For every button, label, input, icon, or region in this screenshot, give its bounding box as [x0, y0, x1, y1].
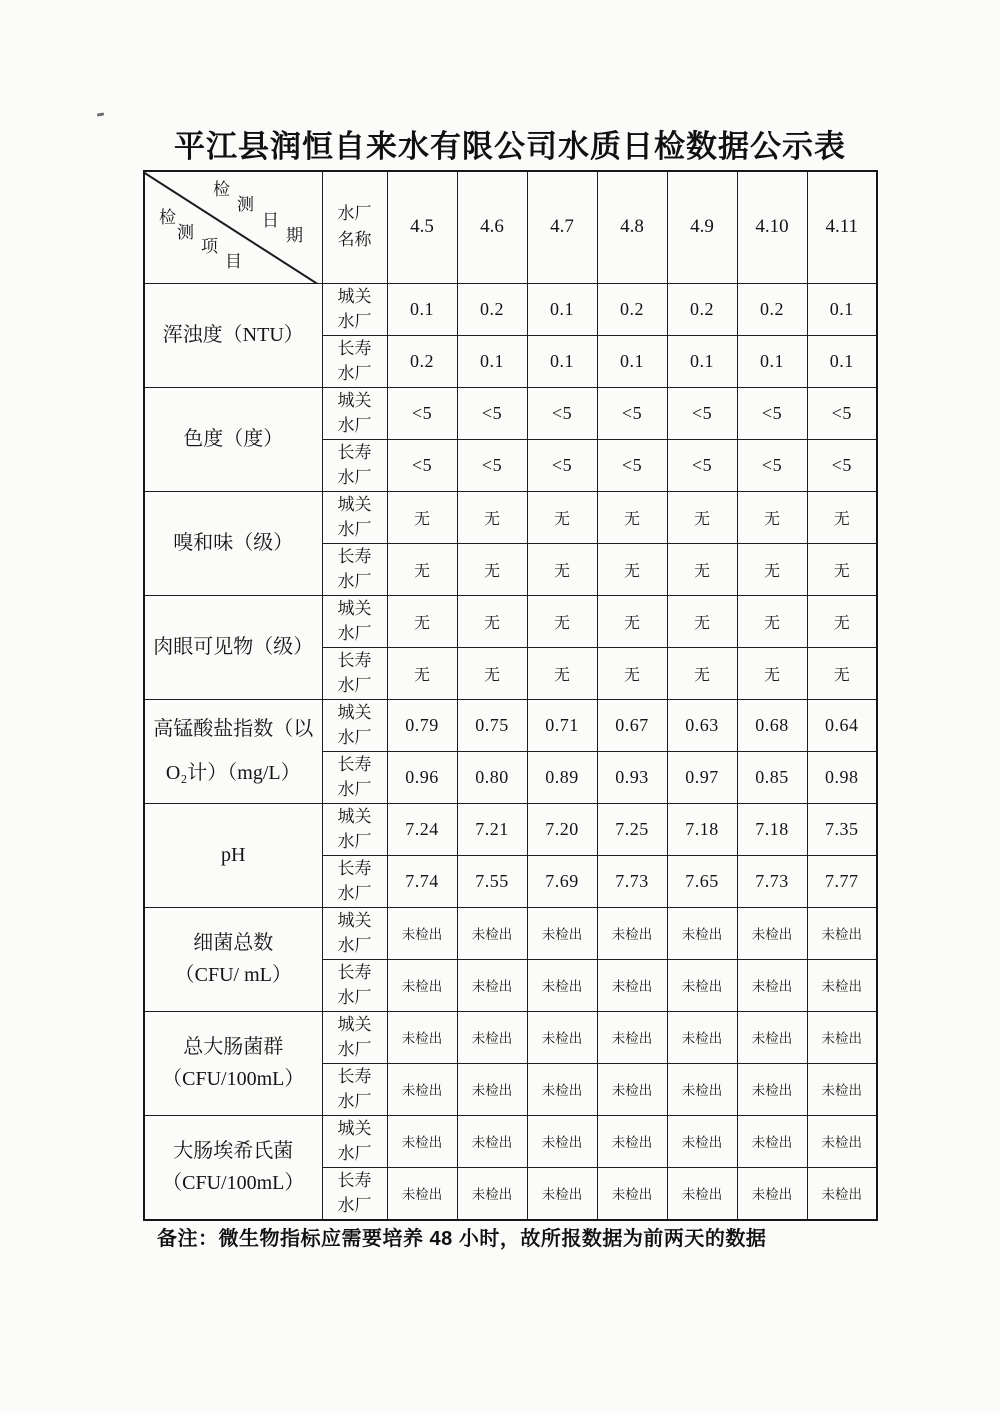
value-cell: <5	[737, 387, 807, 439]
value-cell: 无	[527, 595, 597, 647]
value-cell: 未检出	[527, 1063, 597, 1115]
value-cell: 未检出	[737, 1115, 807, 1167]
corner-axis-char: 期	[286, 226, 303, 245]
value-cell: 7.18	[737, 803, 807, 855]
value-cell: 7.18	[667, 803, 737, 855]
value-cell: 未检出	[387, 1115, 457, 1167]
value-cell: 0.89	[527, 751, 597, 803]
item-cell	[144, 907, 322, 1011]
table-row	[144, 1011, 877, 1063]
value-cell: 未检出	[457, 907, 527, 959]
date-header-cell: 4.5	[387, 171, 457, 283]
plant-cell-line: 水厂	[337, 1196, 372, 1215]
plant-cell	[322, 855, 387, 907]
value-cell: 0.1	[597, 335, 667, 387]
plant-cell-line: 水厂	[337, 1092, 372, 1111]
value-cell: <5	[527, 439, 597, 491]
plant-cell-line: 水厂	[337, 624, 372, 643]
value-cell: 0.2	[597, 283, 667, 335]
plant-cell	[322, 595, 387, 647]
value-cell: 无	[667, 595, 737, 647]
value-cell: 未检出	[387, 907, 457, 959]
value-cell: 未检出	[737, 907, 807, 959]
item-label-line: 总大肠菌群	[183, 1035, 284, 1058]
table-row	[144, 803, 877, 855]
value-cell: 未检出	[667, 907, 737, 959]
plant-cell-line: 水厂	[337, 572, 372, 591]
value-cell: 无	[457, 595, 527, 647]
scan-mark	[97, 112, 104, 116]
date-header-cell: 4.9	[667, 171, 737, 283]
value-cell: 0.1	[387, 283, 457, 335]
value-cell: 未检出	[667, 1167, 737, 1220]
value-cell: 未检出	[527, 1115, 597, 1167]
value-cell: 无	[597, 543, 667, 595]
table-row	[144, 699, 877, 751]
value-cell: 未检出	[527, 1167, 597, 1220]
corner-axis-char: 测	[237, 195, 254, 214]
plant-cell-line: 长寿	[337, 1066, 372, 1086]
corner-axis-char: 日	[262, 211, 279, 230]
plant-cell-line: 城关	[337, 702, 372, 722]
value-cell: 无	[737, 543, 807, 595]
value-cell: 0.2	[667, 283, 737, 335]
value-cell: 未检出	[527, 1011, 597, 1063]
value-cell: 无	[737, 491, 807, 543]
plant-cell-line: 水厂	[337, 676, 372, 695]
value-cell: 0.1	[457, 335, 527, 387]
plant-cell-line: 城关	[337, 1014, 372, 1034]
plant-cell-line: 长寿	[337, 442, 372, 462]
value-cell: 未检出	[597, 1115, 667, 1167]
date-header-cell: 4.10	[737, 171, 807, 283]
item-cell	[144, 699, 322, 803]
value-cell: 0.80	[457, 751, 527, 803]
value-cell: 0.1	[737, 335, 807, 387]
value-cell: <5	[387, 387, 457, 439]
value-cell: 0.2	[387, 335, 457, 387]
value-cell: 未检出	[457, 1167, 527, 1220]
value-cell: 无	[527, 647, 597, 699]
value-cell: 0.71	[527, 699, 597, 751]
corner-cell	[144, 171, 322, 283]
value-cell: 未检出	[597, 907, 667, 959]
value-cell: 7.65	[667, 855, 737, 907]
value-cell: 未检出	[597, 959, 667, 1011]
table-row	[144, 595, 877, 647]
item-label-line: 大肠埃希氏菌	[173, 1139, 294, 1162]
value-cell: 0.79	[387, 699, 457, 751]
value-cell: 无	[387, 595, 457, 647]
plant-cell	[322, 803, 387, 855]
value-cell: 0.1	[527, 335, 597, 387]
value-cell: 未检出	[737, 1063, 807, 1115]
plant-cell-line: 水厂	[337, 728, 372, 747]
plant-cell-line: 长寿	[337, 546, 372, 566]
plant-cell-line: 城关	[337, 598, 372, 618]
plant-cell	[322, 959, 387, 1011]
plant-cell-line: 长寿	[337, 1170, 372, 1190]
value-cell: 未检出	[387, 1167, 457, 1220]
value-cell: 未检出	[387, 1063, 457, 1115]
value-cell: 0.1	[807, 283, 877, 335]
plant-cell	[322, 1011, 387, 1063]
value-cell: 未检出	[457, 1011, 527, 1063]
value-cell: 7.24	[387, 803, 457, 855]
value-cell: 无	[807, 491, 877, 543]
item-label-line: （CFU/100mL）	[162, 1068, 305, 1090]
item-label-line: 嗅和味（级）	[173, 531, 294, 554]
value-cell: 7.20	[527, 803, 597, 855]
value-cell: 无	[667, 491, 737, 543]
value-cell: 7.74	[387, 855, 457, 907]
value-cell: 无	[527, 543, 597, 595]
plant-cell	[322, 699, 387, 751]
value-cell: 7.35	[807, 803, 877, 855]
item-label-line: O₂计）（mg/L）	[165, 762, 301, 784]
value-cell: 未检出	[597, 1063, 667, 1115]
value-cell: 0.67	[597, 699, 667, 751]
value-cell: 0.1	[667, 335, 737, 387]
value-cell: <5	[597, 387, 667, 439]
plant-header-line: 水厂	[337, 203, 372, 223]
value-cell: 未检出	[667, 1063, 737, 1115]
value-cell: 0.75	[457, 699, 527, 751]
plant-cell-line: 长寿	[337, 338, 372, 358]
plant-cell-line: 水厂	[337, 312, 372, 331]
plant-cell-line: 城关	[337, 390, 372, 410]
table-row	[144, 907, 877, 959]
value-cell: 无	[457, 491, 527, 543]
corner-axis-char: 项	[201, 237, 218, 256]
item-label-line: 浑浊度（NTU）	[162, 323, 304, 346]
value-cell: 未检出	[667, 1011, 737, 1063]
value-cell: 无	[387, 543, 457, 595]
plant-cell-line: 城关	[337, 494, 372, 514]
value-cell: 未检出	[807, 959, 877, 1011]
plant-cell	[322, 647, 387, 699]
item-cell	[144, 491, 322, 595]
value-cell: 未检出	[597, 1167, 667, 1220]
value-cell: <5	[737, 439, 807, 491]
corner-axis-char: 检	[159, 208, 176, 227]
table-row	[144, 491, 877, 543]
plant-cell-line: 水厂	[337, 936, 372, 955]
plant-cell	[322, 335, 387, 387]
value-cell: 未检出	[597, 1011, 667, 1063]
value-cell: <5	[457, 439, 527, 491]
value-cell: 无	[457, 647, 527, 699]
item-label-line: 细菌总数	[193, 931, 274, 954]
value-cell: 无	[807, 595, 877, 647]
value-cell: <5	[667, 387, 737, 439]
water-quality-table	[143, 170, 878, 1221]
value-cell: 未检出	[807, 1115, 877, 1167]
value-cell: 无	[387, 647, 457, 699]
value-cell: 未检出	[667, 1115, 737, 1167]
value-cell: 无	[597, 491, 667, 543]
plant-cell-line: 水厂	[337, 416, 372, 435]
value-cell: 未检出	[387, 1011, 457, 1063]
value-cell: 无	[527, 491, 597, 543]
plant-cell-line: 水厂	[337, 364, 372, 383]
value-cell: 无	[807, 647, 877, 699]
plant-header-line: 名称	[337, 230, 372, 250]
item-label-line: （CFU/ mL）	[174, 964, 292, 986]
value-cell: 7.73	[597, 855, 667, 907]
value-cell: 未检出	[807, 907, 877, 959]
value-cell: 0.2	[737, 283, 807, 335]
value-cell: <5	[597, 439, 667, 491]
plant-cell-line: 长寿	[337, 650, 372, 670]
plant-cell-line: 长寿	[337, 962, 372, 982]
value-cell: 未检出	[737, 1167, 807, 1220]
plant-cell	[322, 491, 387, 543]
value-cell: 0.1	[807, 335, 877, 387]
table-row	[144, 387, 877, 439]
date-header-cell: 4.8	[597, 171, 667, 283]
plant-cell	[322, 387, 387, 439]
plant-name-header	[322, 171, 387, 283]
corner-axis-char: 测	[177, 223, 194, 242]
value-cell: 7.77	[807, 855, 877, 907]
plant-cell-line: 城关	[337, 910, 372, 930]
plant-cell-line: 水厂	[337, 988, 372, 1007]
value-cell: 无	[737, 595, 807, 647]
value-cell: 7.73	[737, 855, 807, 907]
table-row	[144, 283, 877, 335]
date-header-cell: 4.7	[527, 171, 597, 283]
footer-note: 备注：微生物指标应需要培养 48 小时，故所报数据为前两天的数据	[157, 1228, 767, 1250]
value-cell: 0.64	[807, 699, 877, 751]
value-cell: 无	[667, 647, 737, 699]
plant-cell-line: 城关	[337, 286, 372, 306]
value-cell: 7.25	[597, 803, 667, 855]
value-cell: 7.55	[457, 855, 527, 907]
date-header-cell: 4.11	[807, 171, 877, 283]
value-cell: 0.93	[597, 751, 667, 803]
item-label-line: 肉眼可见物（级）	[153, 635, 314, 658]
corner-axis-char: 检	[213, 180, 230, 199]
value-cell: <5	[457, 387, 527, 439]
page-title: 平江县润恒自来水有限公司水质日检数据公示表	[174, 129, 846, 164]
value-cell: 0.98	[807, 751, 877, 803]
plant-cell-line: 城关	[337, 806, 372, 826]
item-cell	[144, 803, 322, 907]
table-header-row	[144, 171, 877, 283]
plant-cell	[322, 751, 387, 803]
date-header-cell: 4.6	[457, 171, 527, 283]
plant-cell-line: 水厂	[337, 780, 372, 799]
value-cell: 无	[597, 595, 667, 647]
value-cell: 0.85	[737, 751, 807, 803]
value-cell: <5	[387, 439, 457, 491]
value-cell: <5	[807, 387, 877, 439]
value-cell: 无	[387, 491, 457, 543]
value-cell: 0.2	[457, 283, 527, 335]
value-cell: 未检出	[807, 1167, 877, 1220]
item-label-line: 色度（度）	[183, 427, 284, 450]
value-cell: 未检出	[737, 1011, 807, 1063]
value-cell: 未检出	[527, 959, 597, 1011]
plant-cell	[322, 1167, 387, 1220]
value-cell: 未检出	[807, 1011, 877, 1063]
value-cell: 无	[737, 647, 807, 699]
value-cell: 无	[457, 543, 527, 595]
value-cell: 7.69	[527, 855, 597, 907]
value-cell: 无	[667, 543, 737, 595]
value-cell: 无	[807, 543, 877, 595]
plant-cell	[322, 1115, 387, 1167]
value-cell: 0.63	[667, 699, 737, 751]
item-label-line: 高锰酸盐指数（以	[153, 717, 314, 740]
value-cell: <5	[527, 387, 597, 439]
value-cell: 0.1	[527, 283, 597, 335]
plant-cell	[322, 439, 387, 491]
plant-cell-line: 城关	[337, 1118, 372, 1138]
value-cell: 未检出	[527, 907, 597, 959]
plant-cell-line: 长寿	[337, 754, 372, 774]
value-cell: 未检出	[387, 959, 457, 1011]
value-cell: 未检出	[807, 1063, 877, 1115]
item-label-line: （CFU/100mL）	[162, 1172, 305, 1194]
plant-cell-line: 水厂	[337, 468, 372, 487]
item-cell	[144, 283, 322, 387]
corner-axis-char: 目	[225, 252, 242, 271]
plant-cell-line: 水厂	[337, 832, 372, 851]
plant-cell	[322, 283, 387, 335]
item-label-line: pH	[221, 843, 246, 866]
value-cell: 无	[597, 647, 667, 699]
plant-cell	[322, 543, 387, 595]
plant-cell-line: 水厂	[337, 884, 372, 903]
plant-cell-line: 水厂	[337, 1144, 372, 1163]
value-cell: <5	[807, 439, 877, 491]
item-cell	[144, 595, 322, 699]
value-cell: 未检出	[457, 959, 527, 1011]
value-cell: 未检出	[667, 959, 737, 1011]
value-cell: 0.96	[387, 751, 457, 803]
value-cell: 未检出	[737, 959, 807, 1011]
table-row	[144, 1115, 877, 1167]
plant-cell-line: 水厂	[337, 520, 372, 539]
value-cell: 0.68	[737, 699, 807, 751]
plant-cell	[322, 1063, 387, 1115]
value-cell: 7.21	[457, 803, 527, 855]
item-cell	[144, 387, 322, 491]
item-cell	[144, 1011, 322, 1115]
value-cell: 未检出	[457, 1115, 527, 1167]
value-cell: 未检出	[457, 1063, 527, 1115]
value-cell: 0.97	[667, 751, 737, 803]
plant-cell	[322, 907, 387, 959]
value-cell: <5	[667, 439, 737, 491]
plant-cell-line: 水厂	[337, 1040, 372, 1059]
table-body	[144, 283, 877, 1220]
item-cell	[144, 1115, 322, 1220]
plant-cell-line: 长寿	[337, 858, 372, 878]
